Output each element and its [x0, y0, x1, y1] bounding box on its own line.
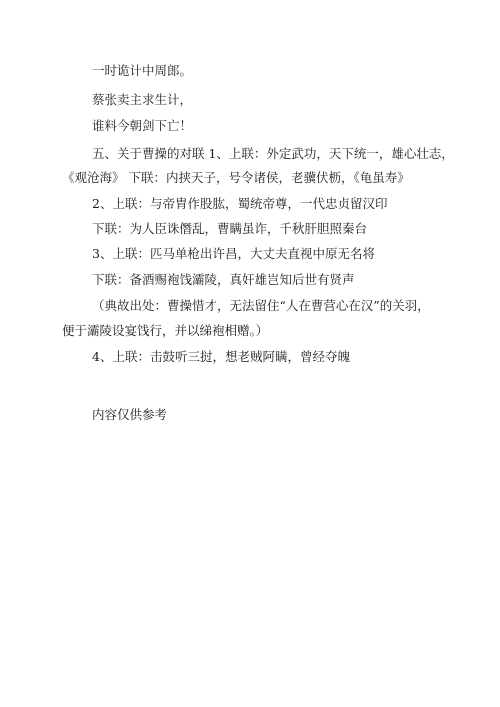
couplet-3-upper: 3、上联：匹马单枪出许昌，大丈夫直视中原无名将: [92, 246, 375, 261]
disclaimer-footer: 内容仅供参考: [92, 407, 168, 422]
poem-line-2: 蔡张卖主求生计，: [92, 92, 193, 107]
poem-line-3: 谁料今朝剑下亡！: [92, 118, 193, 133]
poem-line-1: 一时诡计中周郎。: [92, 63, 193, 78]
couplet-4-upper: 4、上联：击鼓听三挝，想老贼阿瞒，曾经夺魄: [92, 349, 350, 364]
couplet-2-upper: 2、上联：与帝胄作股肱，蜀统帝尊，一代忠贞留汉印: [92, 196, 388, 211]
couplet-3-lower: 下联：备酒赐袍饯灞陵，真奸雄岂知后世有贤声: [92, 272, 355, 287]
couplet-2-lower: 下联：为人臣诛僭乱，曹瞒虽诈，千秋肝胆照秦台: [92, 221, 368, 236]
section-heading: 五、关于曹操的对联 1、上联：外定武功，天下统一，雄心壮志，: [92, 146, 454, 161]
allusion-note: （典故出处：曹操惜才，无法留住“人在曹营心在汉”的关羽，: [92, 298, 430, 313]
allusion-note-continued: 便于灞陵设宴饯行，并以绨袍相赠。）: [62, 323, 269, 338]
couplet-1-continued: 《观沧海》 下联：内挟天子，号令诸侯，老骥伏枥，《龟虽寿》: [62, 170, 410, 185]
